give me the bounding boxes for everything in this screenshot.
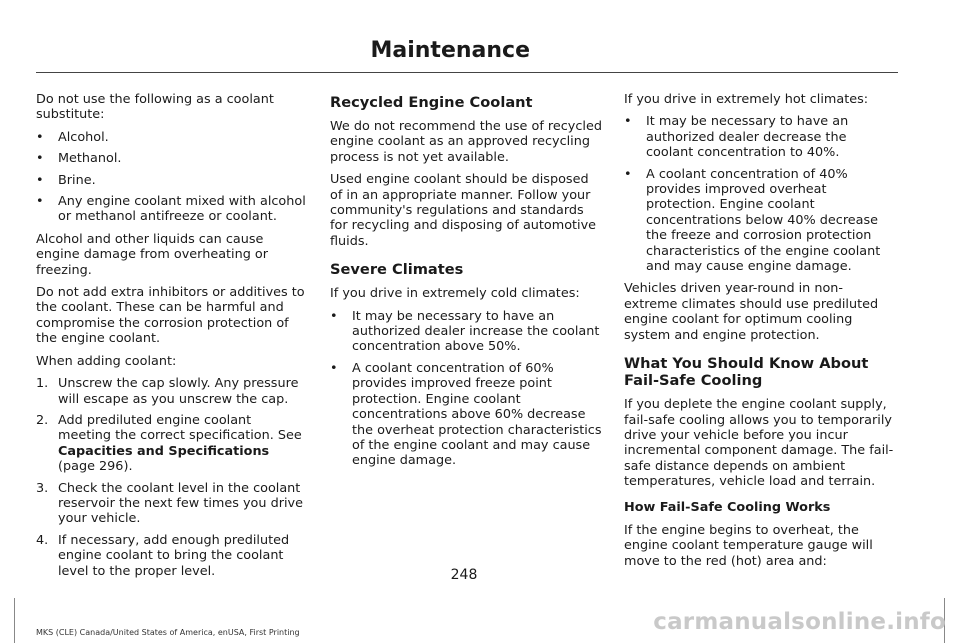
list-item: • It may be necessary to have an authorized dealer increase the coolant concentration above 50%. [330, 308, 600, 355]
step-item: 3. Check the coolant level in the coolant reservoir the next few times you drive your vehicle. [36, 480, 303, 527]
adding-steps-list [36, 376, 308, 579]
paragraph-fail-safe: If you deplete the engine coolant supply, fail-safe cooling allows you to temporarily drive your vehicle before you incur incremental component damage. The fail-safe distance depends on ambient temperatures, vehicle load and terrain. [624, 397, 894, 490]
page-number: 248 [450, 567, 478, 583]
list-item: • Methanol. [36, 151, 122, 167]
step-item: 4. If necessary, add enough prediluted engine coolant to bring the coolant level to the proper level. [36, 532, 290, 579]
heading-fail-safe: What You Should Know About Fail-Safe Cooling [624, 355, 869, 390]
paragraph-recycled-2: Used engine coolant should be disposed of in an appropriate manner. Follow your community's regulations and standards for recycling and disposing of automotive fluids. [330, 172, 597, 249]
paragraph-hot-climates: If you drive in extremely hot climates: [624, 92, 869, 107]
step-item: 2. Add prediluted engine coolant meeting the correct specification. See Capacities and Specifications (page 296). [36, 412, 302, 475]
heading-how-fail-safe-works: How Fail-Safe Cooling Works [624, 499, 831, 515]
list-item: • Brine. [36, 172, 96, 188]
column-3 [624, 92, 896, 576]
watermark: carmanualsonline.info [653, 609, 946, 635]
paragraph-inhibitors: Do not add extra inhibitors or additives to the coolant. These can be harmful and compromise the corrosion protection of the engine coolant. [36, 285, 305, 347]
paragraph-adding-coolant: When adding coolant: [36, 353, 177, 369]
header-divider [36, 72, 898, 73]
footer-text: MKS (CLE) Canada/United States of America, enUSA, First Printing [36, 628, 300, 637]
hot-climate-list [624, 114, 896, 274]
heading-severe-climates: Severe Climates [330, 261, 464, 279]
paragraph-recycled-1: We do not recommend the use of recycled engine coolant as an approved recycling process is not yet available. [330, 119, 602, 165]
page-title: Maintenance [370, 38, 530, 63]
substitute-list [36, 130, 308, 225]
paragraph-substitute-intro: Do not use the following as a coolant substitute: [36, 92, 274, 123]
column-2 [330, 92, 602, 476]
crop-mark-left [14, 598, 15, 643]
list-item: • A coolant concentration of 60% provides improved freeze point protection. Engine coolant concentrations above 60% decrease the overheat protection characteristics of the engine coolant and may cause engine damage. [330, 360, 602, 469]
heading-recycled-coolant: Recycled Engine Coolant [330, 94, 533, 111]
capacities-link[interactable]: Capacities and Specifications [58, 443, 270, 459]
cold-climate-list [330, 309, 602, 469]
paragraph-how-fail-safe: If the engine begins to overheat, the engine coolant temperature gauge will move to the red (hot) area and: [624, 522, 873, 569]
paragraph-damage: Alcohol and other liquids can cause engine damage from overheating or freezing. [36, 231, 268, 278]
list-item: • Alcohol. [36, 129, 109, 145]
paragraph-cold-climates: If you drive in extremely cold climates: [330, 286, 580, 302]
paragraph-non-extreme: Vehicles driven year-round in non-extreme climates should use prediluted engine coolant for optimum cooling system and engine protection. [624, 281, 879, 343]
list-item: • Any engine coolant mixed with alcohol or methanol antifreeze or coolant. [36, 194, 306, 225]
column-1 [36, 92, 308, 586]
list-item: • A coolant concentration of 40% provides improved overheat protection. Engine coolant concentrations below 40% decrease the freeze and corrosion protection characteristics of the engine coolant and may cause engine damage. [624, 166, 881, 275]
list-item: • It may be necessary to have an authorized dealer decrease the coolant concentration to 40%. [624, 114, 849, 161]
step-item: 1. Unscrew the cap slowly. Any pressure will escape as you unscrew the cap. [36, 376, 299, 407]
